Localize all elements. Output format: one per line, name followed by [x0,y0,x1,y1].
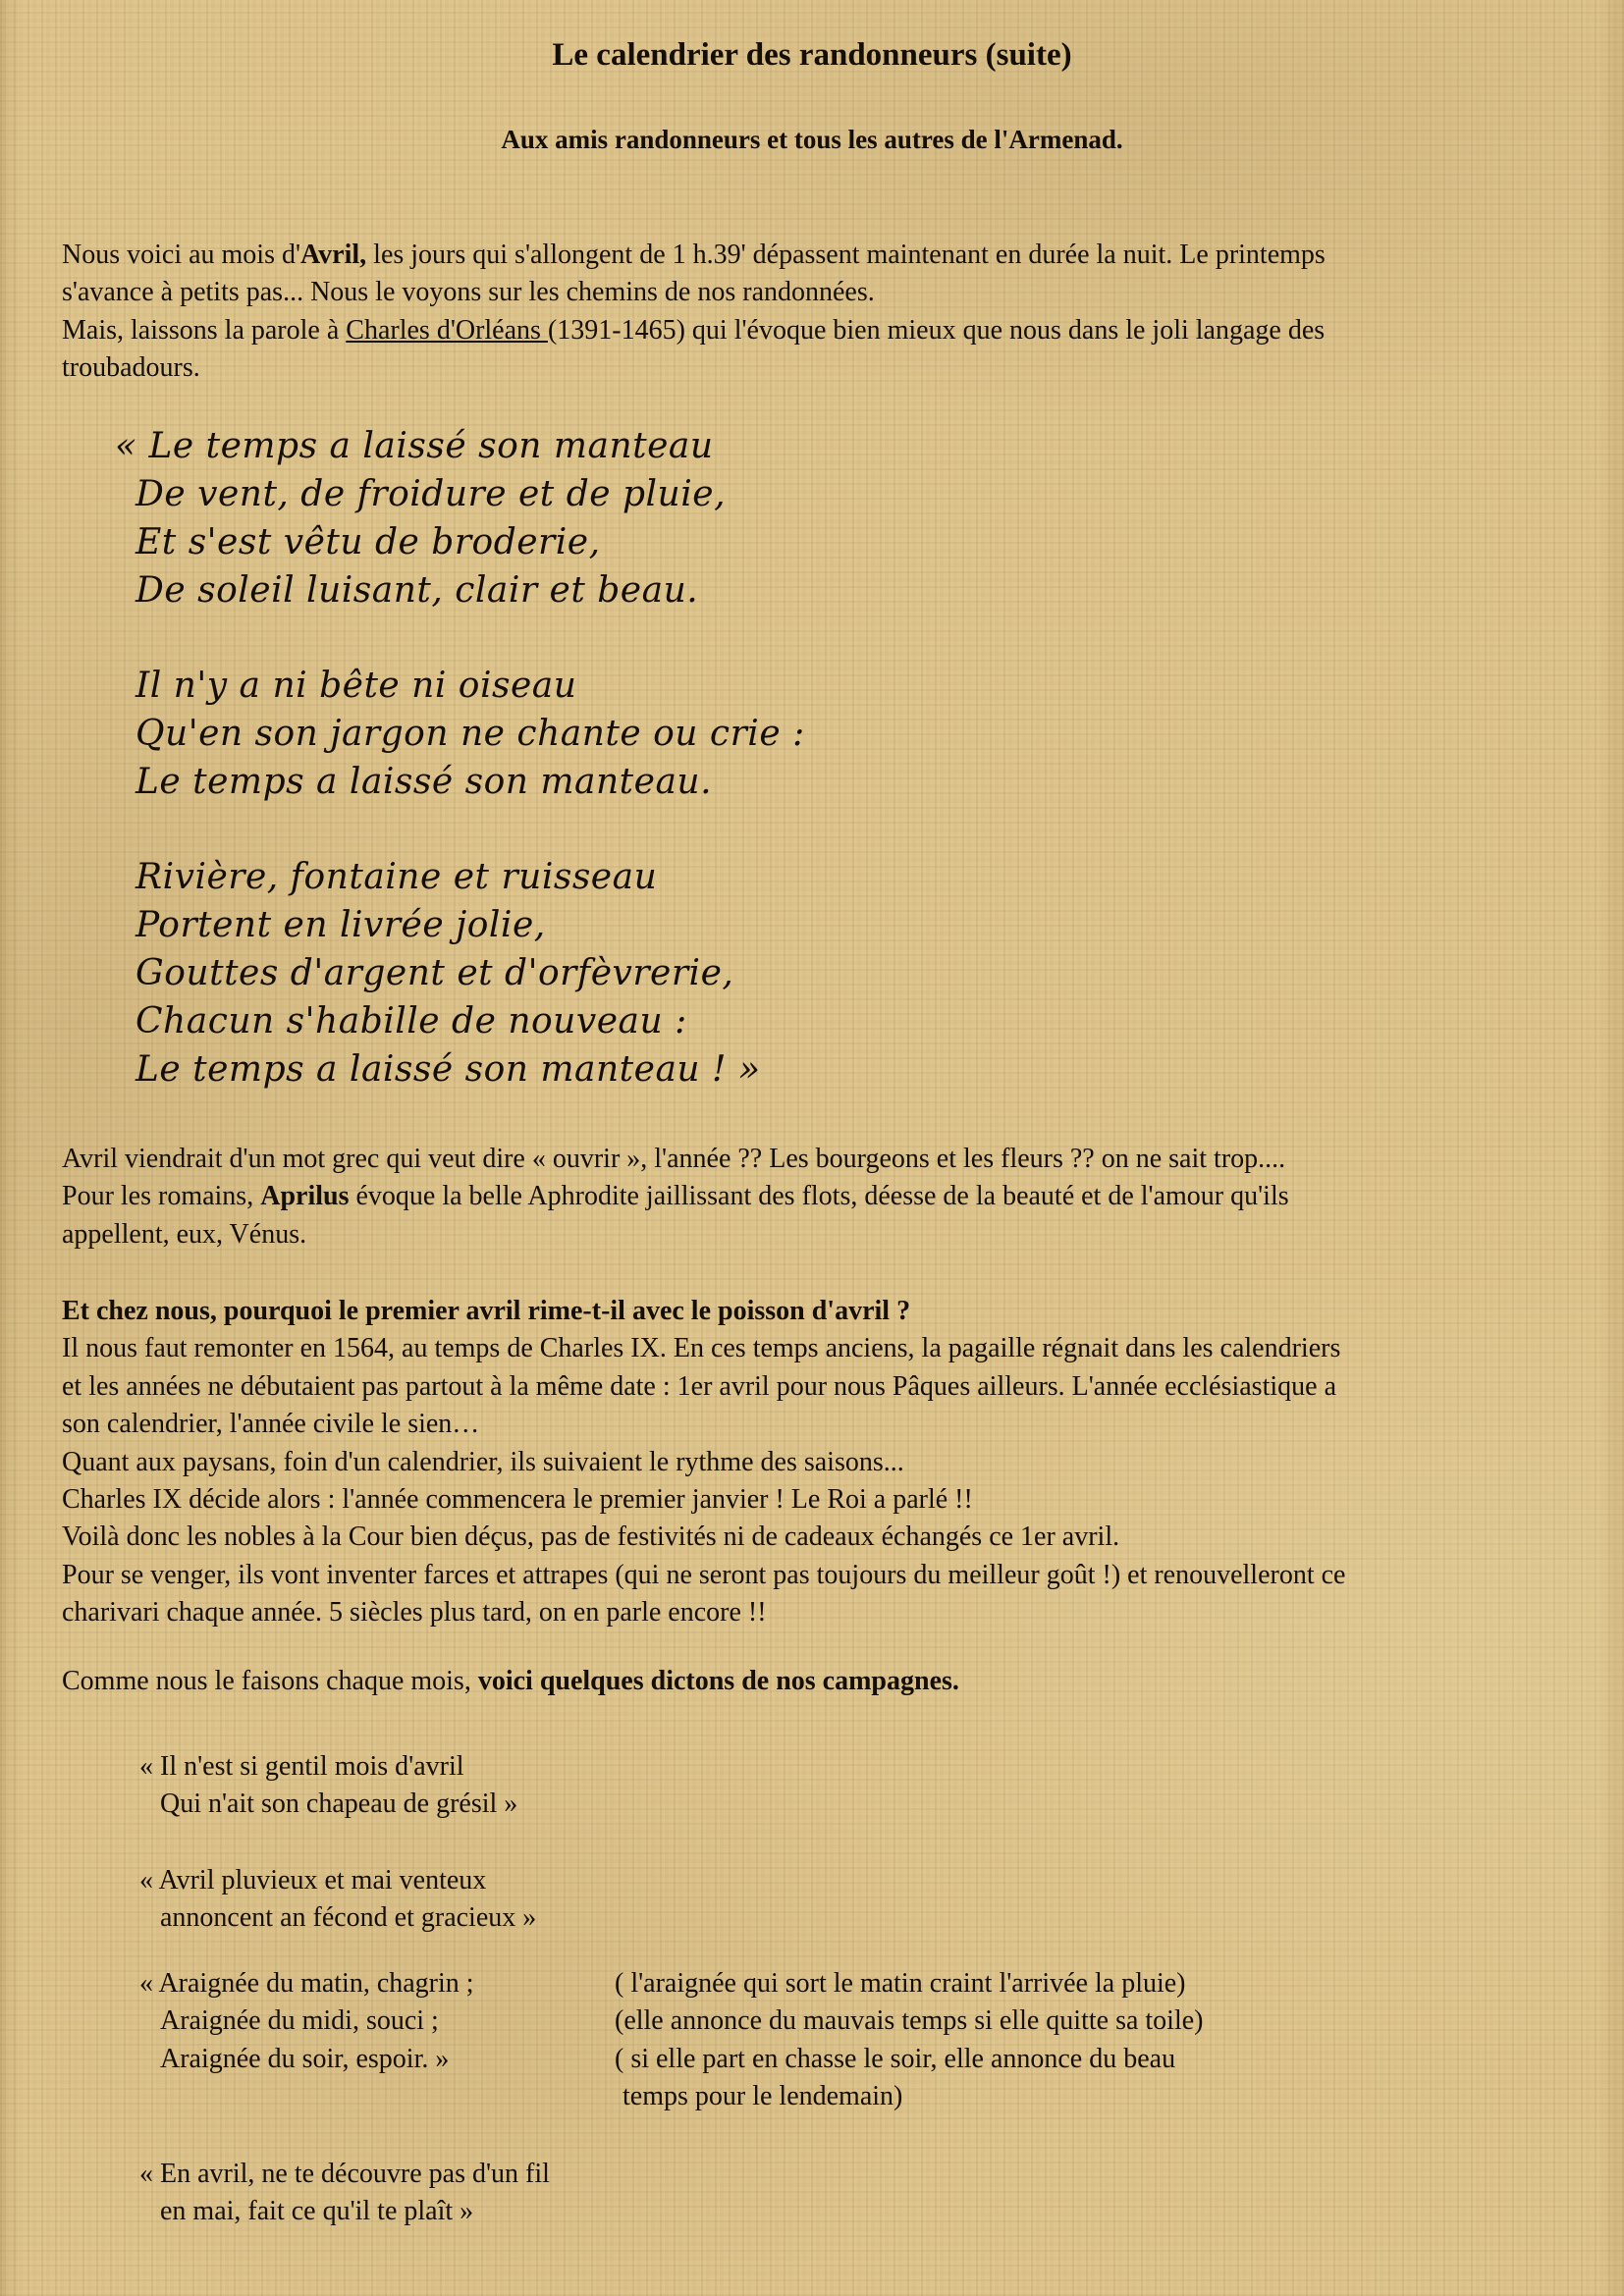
text-line [139,1862,536,1899]
text-segment: son calendrier, l'année civile le sien… [62,1409,480,1440]
text-segment: Qui n'ait son chapeau de grésil » [160,1789,518,1820]
text-segment: Pour se venger, ils vont inventer farces et attrapes (qui ne seront pas toujours du meilleur goût !) et renouvelleront ce [62,1559,1346,1590]
dicton-avril-pluvieux [139,1862,536,1938]
text-line [139,2193,550,2230]
page-title: Le calendrier des randonneurs (suite) [552,37,1072,73]
poem-line: De soleil luisant, clair et beau. [135,570,699,611]
poisson-davril-section [62,1293,1345,1632]
text-segment: annoncent an fécond et gracieux » [160,1902,537,1934]
poem-line: Et s'est vêtu de broderie, [135,522,601,562]
poem-line: Le temps a laissé son manteau. [135,762,713,802]
text-line [62,1141,1289,1178]
text-segment: s'avance à petits pas... Nous le voyons sur les chemins de nos randonnées. [62,277,875,308]
text-line [62,1216,1289,1254]
text-segment: Il nous faut remonter en 1564, au temps de Charles IX. En ces temps anciens, la pagaille régnait dans les calendriers [62,1333,1341,1364]
text-line [62,1594,1345,1631]
text-segment: troubadours. [62,352,200,384]
text-segment: voici quelques dictons de nos campagnes. [477,1666,959,1696]
text-segment: appellent, eux, Vénus. [62,1218,307,1250]
text-segment: Aprilus [260,1181,350,1212]
text-segment: Charles d'Orléans [346,314,548,346]
etymology-paragraph [62,1141,1289,1254]
poem-line: De vent, de froidure et de pluie, [135,474,727,514]
text-line [139,1748,517,1786]
text-segment: Mais, laissons la parole à [62,314,347,346]
text-segment: (1391-1465) qui l'évoque bien mieux que nous dans le joli langage des [547,314,1326,346]
text-segment: Pour les romains, [62,1181,261,1212]
poem-stanza [135,662,805,806]
text-segment: (elle annonce du mauvais temps si elle quitte sa toile) [615,2005,1204,2037]
text-line [62,1519,1345,1556]
text-segment: évoque la belle Aphrodite jaillissant des flots, déesse de la beauté et de l'amour qu'ils [349,1181,1289,1212]
text-line [615,2002,1203,2040]
poem-line: Qu'en son jargon ne chante ou crie : [135,714,805,754]
text-line [62,1557,1345,1594]
text-segment: les jours qui s'allongent de 1 h.39' dépassent maintenant en durée la nuit. Le printemps [366,240,1326,270]
dicton-araignee [139,1965,1514,2122]
text-segment: « Il n'est si gentil mois d'avril [139,1751,464,1782]
text-segment: « En avril, ne te découvre pas d'un fil [139,2159,550,2189]
text-segment: en mai, fait ce qu'il te plaît » [160,2196,474,2227]
text-segment: Araignée du midi, souci ; [160,2005,439,2037]
text-line [62,312,1326,349]
text-line [139,1965,474,2002]
text-line [62,1293,1345,1330]
dicton-araignee-left-column [139,1965,474,2078]
text-line [139,1899,536,1937]
text-line [62,1444,1345,1481]
poem-charles-dorleans [115,422,805,1141]
text-segment: Quant aux paysans, foin d'un calendrier, ils suivaient le rythme des saisons... [62,1446,904,1477]
page-subtitle: Aux amis randonneurs et tous les autres de l'Armenad. [501,125,1123,154]
dicton-gresil [139,1748,517,1824]
poem-line: Chacun s'habille de nouveau : [135,1001,687,1041]
text-line [62,237,1326,274]
text-segment: Araignée du soir, espoir. » [160,2043,450,2074]
poem-line: Rivière, fontaine et ruisseau [135,857,658,897]
poem-line: Portent en livrée jolie, [135,905,546,945]
text-line [62,1663,959,1700]
poem-stanza [135,853,805,1094]
poem-line: Gouttes d'argent et d'orfèvrerie, [135,953,734,993]
text-line [615,2041,1203,2078]
text-line [62,1368,1345,1406]
text-line [62,274,1326,311]
poem-line: Le temps a laissé son manteau ! » [135,1049,761,1090]
poem-line: Il n'y a ni bête ni oiseau [135,666,577,706]
poem-stanza [115,422,805,614]
text-line [62,349,1326,387]
dicton-araignee-explanations-column [615,1965,1203,2116]
text-line [615,2078,1203,2115]
dicton-fil [139,2156,550,2231]
poem-line: « Le temps a laissé son manteau [115,426,714,466]
text-line [139,2156,550,2193]
text-line [62,1330,1345,1367]
text-segment: Charles IX décide alors : l'année commencera le premier janvier ! Le Roi a parlé !! [62,1483,973,1515]
text-segment: « Araignée du matin, chagrin ; [139,1968,474,1999]
text-line [139,2002,474,2040]
text-line [615,1965,1203,2002]
dictons-intro [62,1663,959,1700]
text-segment: « Avril pluvieux et mai venteux [139,1865,487,1896]
text-line [62,1178,1289,1215]
text-segment: Comme nous le faisons chaque mois, [62,1666,478,1696]
intro-paragraph [62,237,1326,388]
text-segment: temps pour le lendemain) [623,2081,903,2112]
text-segment: Voilà donc les nobles à la Cour bien déçus, pas de festivités ni de cadeaux échangés ce 1er avril. [62,1522,1120,1553]
text-segment: charivari chaque année. 5 siècles plus tard, on en parle encore !! [62,1597,767,1629]
text-segment: et les années ne débutaient pas partout à la même date : 1er avril pour nous Pâques ailleurs. L'année ecclésiastique a [62,1370,1336,1402]
text-segment: ( l'araignée qui sort le matin craint l'arrivée la pluie) [615,1968,1186,1999]
text-line [62,1481,1345,1519]
text-segment: ( si elle part en chasse le soir, elle annonce du beau [615,2043,1176,2074]
text-line [139,2041,474,2078]
text-segment: Avril, [300,240,367,270]
text-segment: Et chez nous, pourquoi le premier avril rime-t-il avec le poisson d'avril ? [62,1296,911,1326]
text-segment: Avril viendrait d'un mot grec qui veut dire « ouvrir », l'année ?? Les bourgeons et les fleurs ?? on ne sait trop.... [62,1144,1286,1174]
text-line [62,1406,1345,1443]
text-segment: Nous voici au mois d' [62,240,301,270]
text-line [139,1786,517,1823]
